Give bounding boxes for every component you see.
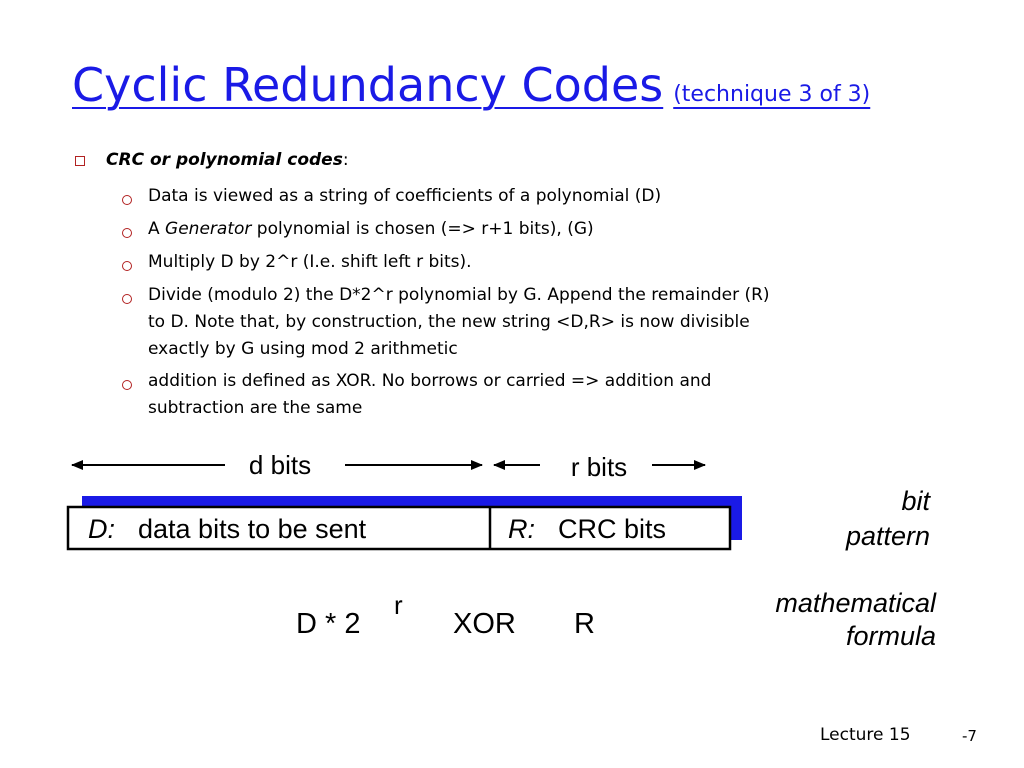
sub-bullet-2-prefix: A xyxy=(148,219,166,239)
formula-r: R xyxy=(574,608,595,640)
formula-xor: XOR xyxy=(453,608,516,640)
title-subtitle: (technique 3 of 3) xyxy=(673,82,871,107)
sub-bullet-2-italic: Generator xyxy=(165,219,252,239)
title-main: Cyclic Redundancy Codes xyxy=(72,58,664,112)
math-label-line-1: mathematical xyxy=(775,588,936,618)
sub-bullet-4-line-2: to D. Note that, by construction, the new string <D,R> is now divisible xyxy=(148,312,750,332)
bit-pattern-label-line-2: pattern xyxy=(845,521,930,551)
d-field-text: data bits to be sent xyxy=(138,514,367,544)
bit-pattern-label-line-1: bit xyxy=(901,486,930,516)
bullet-crc-colon: : xyxy=(342,150,349,170)
sub-bullet-4-line-3: exactly by G using mod 2 arithmetic xyxy=(148,339,458,359)
r-bits-label: r bits xyxy=(570,452,628,482)
d-field-prefix: D: xyxy=(88,514,115,544)
sub-bullet-2-suffix: polynomial is chosen (=> r+1 bits), (G) xyxy=(251,219,594,239)
sub-bullet-5-line-2: subtraction are the same xyxy=(148,398,363,418)
sub-bullet-5-line-1: addition is defined as XOR. No borrows or carried => addition and xyxy=(148,371,712,391)
r-field-prefix: R: xyxy=(508,514,535,544)
footer-page-number: -7 xyxy=(962,727,977,745)
formula-exponent: r xyxy=(394,590,403,620)
sub-bullet-3: Multiply D by 2^r (I.e. shift left r bits). xyxy=(148,252,472,272)
formula-base: D * 2 xyxy=(296,608,361,640)
d-bits-label: d bits xyxy=(248,450,312,480)
bullet-crc-label: CRC or polynomial codes xyxy=(106,150,343,170)
r-field-text: CRC bits xyxy=(558,514,667,544)
footer-lecture: Lecture 15 xyxy=(820,725,911,745)
sub-bullet-4-line-1: Divide (modulo 2) the D*2^r polynomial by G. Append the remainder (R) xyxy=(148,285,770,305)
sub-bullet-1: Data is viewed as a string of coefficients of a polynomial (D) xyxy=(148,186,662,206)
math-label-line-2: formula xyxy=(845,621,936,651)
